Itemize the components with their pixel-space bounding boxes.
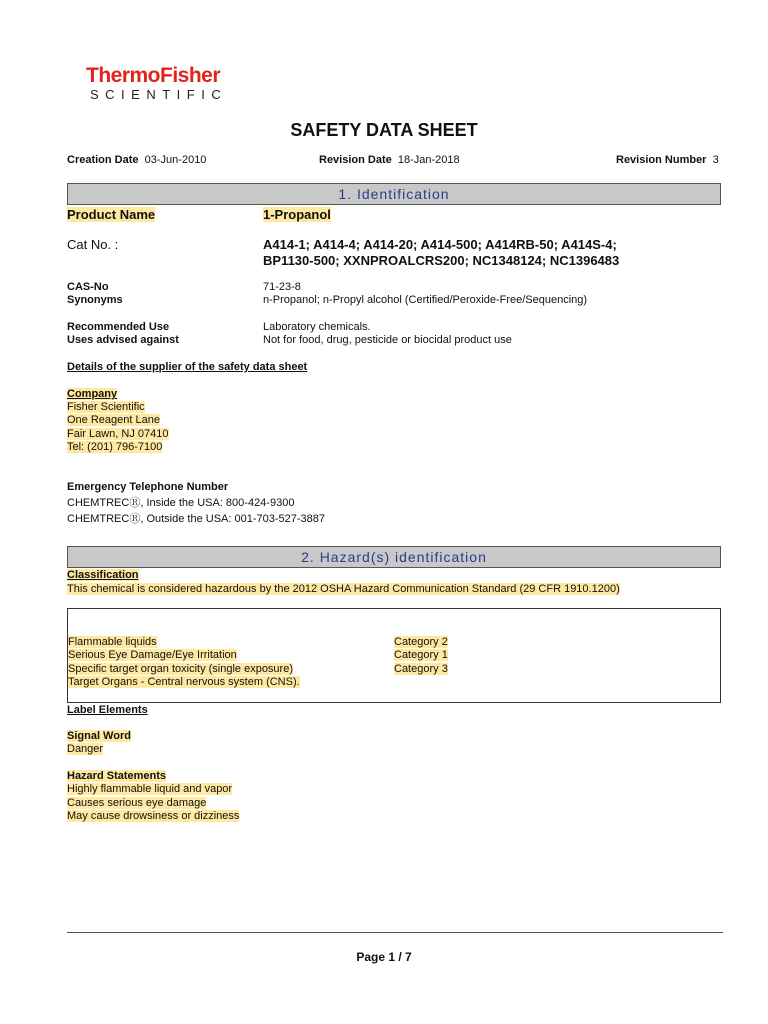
revision-number — [616, 154, 719, 166]
label-elements-heading: Label Elements — [67, 704, 148, 716]
product-name-label: Product Name — [67, 207, 156, 222]
cas-no-value: 71-23-8 — [263, 281, 301, 293]
hazard-name: Flammable liquids — [68, 636, 157, 648]
uses-advised-against-label: Uses advised against — [67, 334, 179, 346]
hazard-category: Category 2 — [394, 636, 448, 648]
hazard-statement: May cause drowsiness or dizziness — [67, 810, 240, 822]
company-label: Company — [67, 388, 118, 400]
signal-word-label: Signal Word — [67, 730, 131, 742]
page-number: Page 1 / 7 — [356, 950, 412, 964]
synonyms-label: Synonyms — [67, 294, 123, 306]
revision-date — [319, 154, 460, 166]
cas-no-label: CAS-No — [67, 281, 109, 293]
revision-date-value: 18-Jan-2018 — [397, 154, 460, 166]
recommended-use-label: Recommended Use — [67, 321, 170, 333]
emergency-phone-line-1: CHEMTRECⓇ, Inside the USA: 800-424-9300 — [67, 497, 295, 509]
signal-word-value: Danger — [67, 743, 104, 755]
target-organs: Target Organs - Central nervous system (CNS). — [68, 676, 300, 688]
hazard-statement: Highly flammable liquid and vapor — [67, 783, 233, 795]
document-title: SAFETY DATA SHEET — [290, 120, 478, 140]
emergency-phone-label: Emergency Telephone Number — [67, 481, 229, 493]
revision-number-label: Revision Number — [616, 154, 707, 166]
company-line-4: Tel: (201) 796-7100 — [67, 441, 163, 453]
revision-number-value: 3 — [712, 154, 719, 166]
hazard-name: Serious Eye Damage/Eye Irritation — [68, 649, 237, 661]
classification-text: This chemical is considered hazardous by the 2012 OSHA Hazard Communication Standard (29 CFR 1910.1200) — [67, 583, 620, 595]
section-2-heading: 2. Hazard(s) identification — [67, 546, 721, 568]
creation-date-value: 03-Jun-2010 — [144, 154, 207, 166]
hazard-statement: Causes serious eye damage — [67, 797, 207, 809]
company-line-1: Fisher Scientific — [67, 401, 145, 413]
hazard-statements-label: Hazard Statements — [67, 770, 167, 782]
company-line-3: Fair Lawn, NJ 07410 — [67, 428, 169, 440]
uses-advised-against-value: Not for food, drug, pesticide or biocidal product use — [263, 334, 512, 346]
company-logo-subtitle: SCIENTIFIC — [90, 87, 228, 102]
cat-no-label: Cat No. : — [67, 237, 119, 252]
hazard-name: Specific target organ toxicity (single exposure) — [68, 663, 293, 675]
section-1-heading: 1. Identification — [67, 183, 721, 205]
classification-label: Classification — [67, 569, 139, 581]
creation-date — [67, 154, 206, 166]
hazard-category: Category 3 — [394, 663, 448, 675]
footer-divider — [67, 932, 723, 933]
revision-date-label: Revision Date — [319, 154, 392, 166]
creation-date-label: Creation Date — [67, 154, 139, 166]
synonyms-value: n-Propanol; n-Propyl alcohol (Certified/Peroxide-Free/Sequencing) — [263, 294, 588, 306]
company-logo: ThermoFisher — [86, 64, 221, 87]
hazard-category: Category 1 — [394, 649, 448, 661]
recommended-use-value: Laboratory chemicals. — [263, 321, 371, 333]
company-line-2: One Reagent Lane — [67, 414, 160, 426]
cat-no-line-2: BP1130-500; XXNPROALCRS200; NC1348124; NC1396483 — [263, 253, 620, 268]
cat-no-line-1: A414-1; A414-4; A414-20; A414-500; A414RB-50; A414S-4; — [263, 237, 617, 252]
product-name-value: 1-Propanol — [263, 207, 331, 222]
emergency-phone-line-2: CHEMTRECⓇ, Outside the USA: 001-703-527-3887 — [67, 513, 326, 525]
supplier-heading: Details of the supplier of the safety data sheet — [67, 361, 308, 373]
